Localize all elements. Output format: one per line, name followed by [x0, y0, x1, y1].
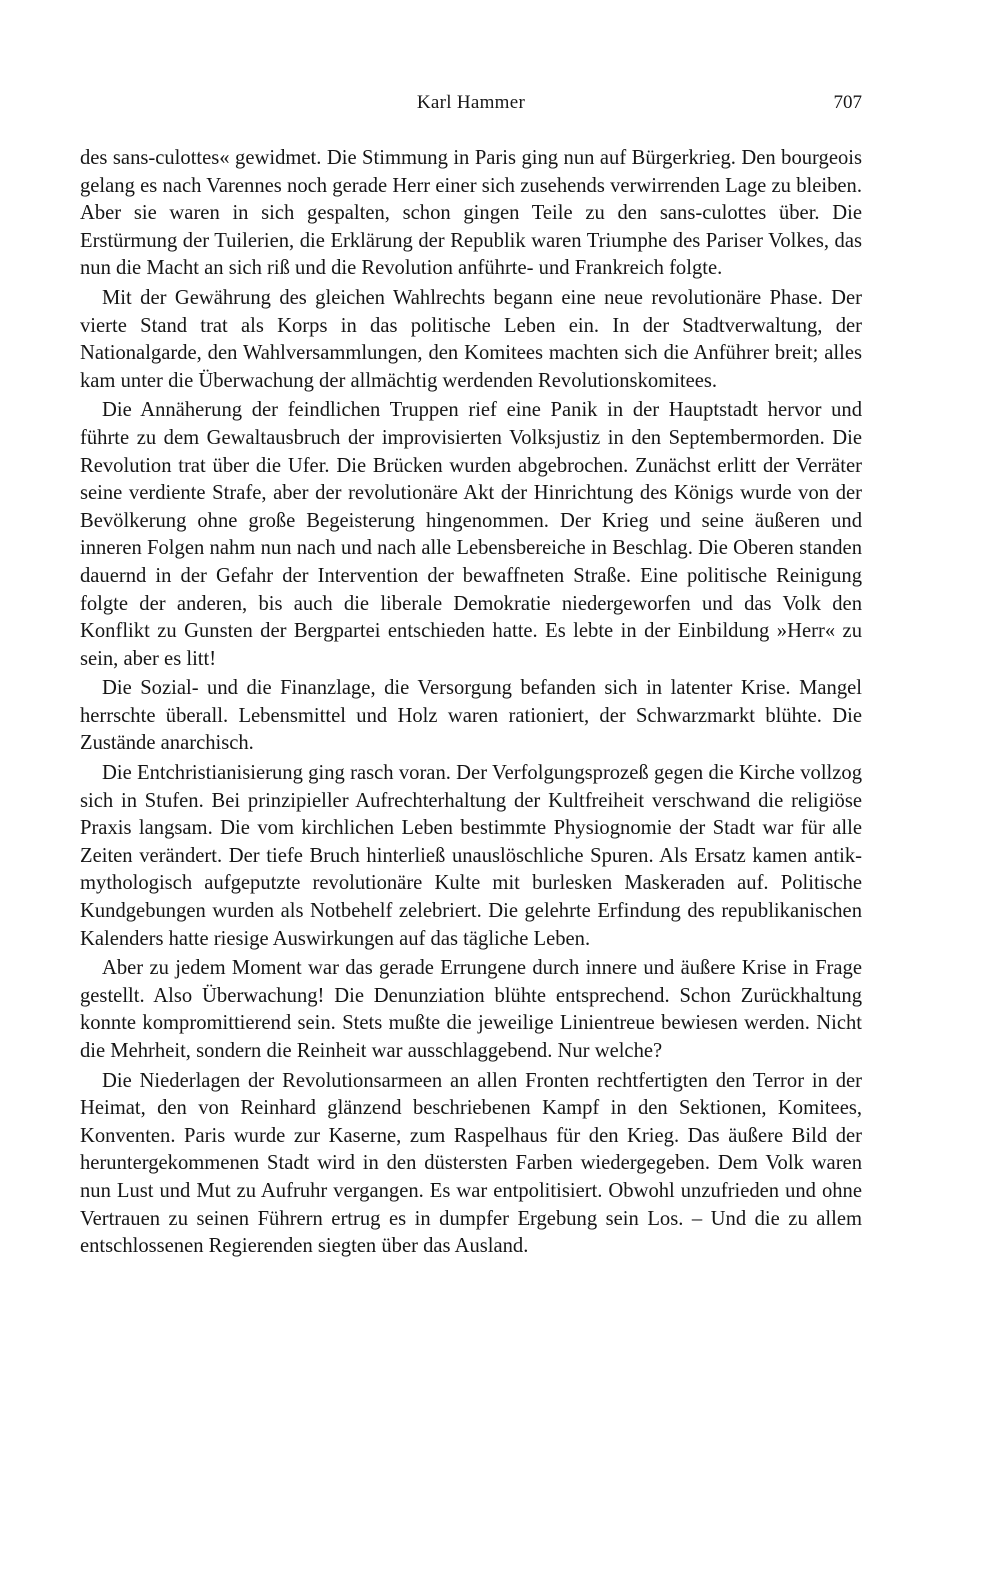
paragraph-continued: des sans-culottes« gewidmet. Die Stimmung in Paris ging nun auf Bürgerkrieg. Den bourgeois gelang es nach Varennes noch gerade Herr einer sich zusehends verwirrenden Lage zu bleiben. Aber sie waren in sich gespalten, schon gingen Teile zu den sans-culottes über. Die Erstürmung der Tuilerien, die Erklärung der Republik waren Triumphe des Pariser Volkes, das nun die Macht an sich riß und die Revolution anführte- und Frankreich folgte.	[80, 147, 862, 280]
paragraph-surveillance: Aber zu jedem Moment war das gerade Errungene durch innere und äußere Krise in Frage gestellt. Also Überwachung! Die Denunziation blühte entsprechend. Schon Zurückhaltung konnte kompromittierend sein. Stets mußte die jeweilige Linientreue bewiesen werden. Nicht die Mehrheit, sondern die Reinheit war ausschlaggebend. Nur welche?	[80, 957, 862, 1062]
paragraph-crisis: Die Sozial- und die Finanzlage, die Versorgung befanden sich in latenter Krise. Mangel herrschte überall. Lebensmittel und Holz waren rationiert, der Schwarzmarkt blühte. Die Zustände anarchisch.	[80, 677, 862, 755]
paragraph-september-massacres: Die Annäherung der feindlichen Truppen rief eine Panik in der Hauptstadt hervor und führte zu dem Gewaltausbruch der improvisierten Volksjustiz in den Septembermorden. Die Revolution trat über die Ufer. Die Brücken wurden abgebrochen. Zunächst erlitt der Verräter seine verdiente Strafe, aber der revolutionäre Akt der Hinrichtung des Königs wurde von der Bevölkerung ohne große Begeisterung hingenommen. Der Krieg und seine äußeren und inneren Folgen nahm nun nach und nach alle Lebensbereiche in Beschlag. Die Oberen standen dauernd in der Gefahr der Intervention der bewaffneten Straße. Eine politische Reinigung folgte der anderen, bis auch die liberale Demokratie niedergeworfen und das Volk den Konflikt zu Gunsten der Bergpartei entschieden hatte. Es lebte in der Einbildung »Herr« zu sein, aber es litt!	[80, 399, 862, 670]
page-header	[80, 92, 862, 122]
running-head: Karl Hammer	[416, 92, 526, 113]
paragraph-suffrage: Mit der Gewährung des gleichen Wahlrechts begann eine neue revolutionäre Phase. Der vierte Stand trat als Korps in das politische Leben ein. In der Stadtverwaltung, der Nationalgarde, den Wahlversammlungen, den Komitees machten sich die Anführer breit; alles kam unter die Überwachung der allmächtig werdenden Revolutionskomitees.	[80, 286, 862, 392]
body-text	[80, 145, 862, 1263]
paragraph-dechristianization: Die Entchristianisierung ging rasch voran. Der Verfolgungsprozeß gegen die Kirche vollzog sich in Stufen. Bei prinzipieller Aufrechterhaltung der Kultfreiheit verschwand die religiöse Praxis langsam. Die vom kirchlichen Leben bestimmte Physiognomie der Stadt war für alle Zeiten verändert. Der tiefe Bruch hinterließ unauslöschliche Spuren. Als Ersatz kamen antik-mythologisch aufgeputzte revolutionäre Kulte mit burlesken Maskeraden auf. Politische Kundgebungen wurden als Notbehelf zelebriert. Die gelehrte Erfindung des republikanischen Kalenders hatte riesige Auswirkungen auf das tägliche Leben.	[80, 762, 862, 950]
paragraph-terror: Die Niederlagen der Revolutionsarmeen an allen Fronten rechtfertigten den Terror in der Heimat, den von Reinhard glänzend beschriebenen Kampf in den Sektionen, Komitees, Konventen. Paris wurde zur Kaserne, zum Raspelhaus für den Krieg. Das äußere Bild der heruntergekommenen Stadt wird in den düstersten Farben wiedergegeben. Dem Volk waren nun Lust und Mut zu Aufruhr vergangen. Es war entpolitisiert. Obwohl unzufrieden und ohne Vertrauen zu seinen Führern ertrug es in dumpfer Ergebung sein Los. – Und die zu allem entschlossenen Regierenden siegten über das Ausland.	[80, 1069, 862, 1258]
page-number: 707	[833, 92, 862, 113]
